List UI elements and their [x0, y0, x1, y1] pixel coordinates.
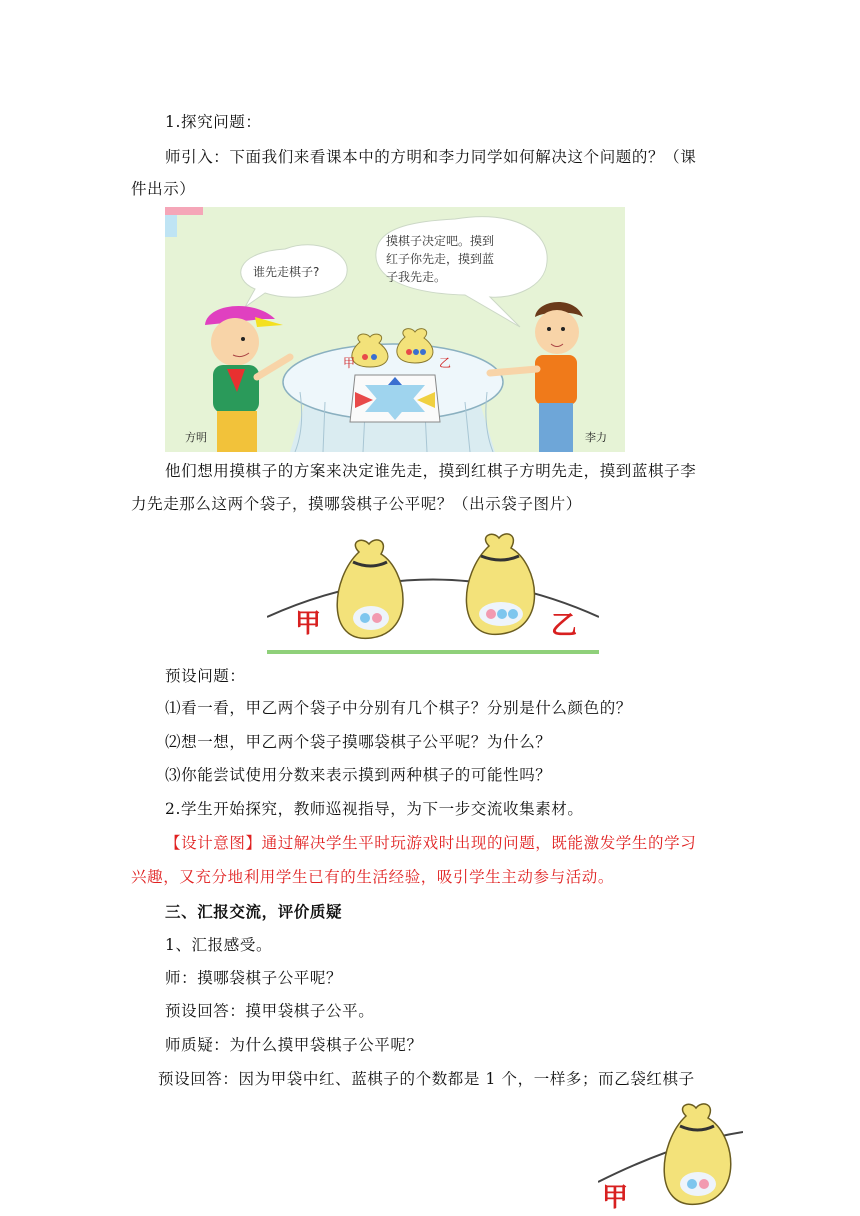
intro-line-2: 件出示）	[131, 180, 196, 198]
checkers-illustration	[165, 207, 625, 452]
bags-label-jia: 甲	[295, 609, 322, 639]
design-intent-line-1: 【设计意图】通过解决学生平时玩游戏时出现的问题，既能激发学生的学习	[165, 834, 697, 852]
question-1: ⑴看一看，甲乙两个袋子中分别有几个棋子？分别是什么颜色的？	[165, 699, 632, 717]
section-3-heading: 三、汇报交流，评价质疑	[165, 903, 343, 921]
preset-title: 预设问题：	[165, 667, 246, 685]
teacher-doubt: 师质疑：为什么摸甲袋棋子公平呢？	[165, 1036, 423, 1054]
answer-2: 预设回答：因为甲袋中红、蓝棋子的个数都是 1 个，一样多；而乙袋红棋子	[158, 1070, 695, 1088]
bottom-label-jia: 甲	[602, 1183, 629, 1213]
bags-figure	[267, 522, 599, 654]
question-3: ⑶你能尝试使用分数来表示摸到两种棋子的可能性吗？	[165, 766, 552, 784]
section-heading: 1.探究问题：	[165, 113, 262, 131]
teacher-question: 师：摸哪袋棋子公平呢？	[165, 969, 343, 987]
step-2: 2.学生开始探究，教师巡视指导，为下一步交流收集素材。	[165, 800, 584, 818]
bubble-left-text: 谁先走棋子?	[253, 265, 320, 279]
bag-label-jia: 甲	[343, 356, 356, 370]
bubble-right-line-2: 红子你先走，摸到蓝	[386, 252, 495, 266]
intro-line-1: 师引入：下面我们来看课本中的方明和李力同学如何解决这个问题的？（课	[165, 148, 697, 166]
bag-jia-figure-bottom	[598, 1102, 743, 1216]
design-intent-line-2: 兴趣，又充分地利用学生已有的生活经验，吸引学生主动参与活动。	[131, 868, 615, 886]
question-2: ⑵想一想，甲乙两个袋子摸哪袋棋子公平呢？为什么？	[165, 733, 552, 751]
answer-1: 预设回答：摸甲袋棋子公平。	[165, 1002, 375, 1020]
name-fangming: 方明	[185, 431, 207, 444]
bags-label-yi: 乙	[551, 611, 578, 641]
bubble-right-line-3: 子我先走。	[386, 270, 447, 284]
item-1: 1、汇报感受。	[165, 936, 273, 954]
paragraph-line-2: 力先走那么这两个袋子，摸哪袋棋子公平呢？（出示袋子图片）	[131, 495, 582, 513]
bag-label-yi: 乙	[439, 356, 452, 370]
paragraph-line-1: 他们想用摸棋子的方案来决定谁先走，摸到红棋子方明先走，摸到蓝棋子李	[165, 462, 697, 480]
round-table	[283, 344, 503, 452]
name-lili: 李力	[585, 431, 607, 444]
bubble-right-line-1: 摸棋子决定吧。摸到	[386, 234, 495, 248]
